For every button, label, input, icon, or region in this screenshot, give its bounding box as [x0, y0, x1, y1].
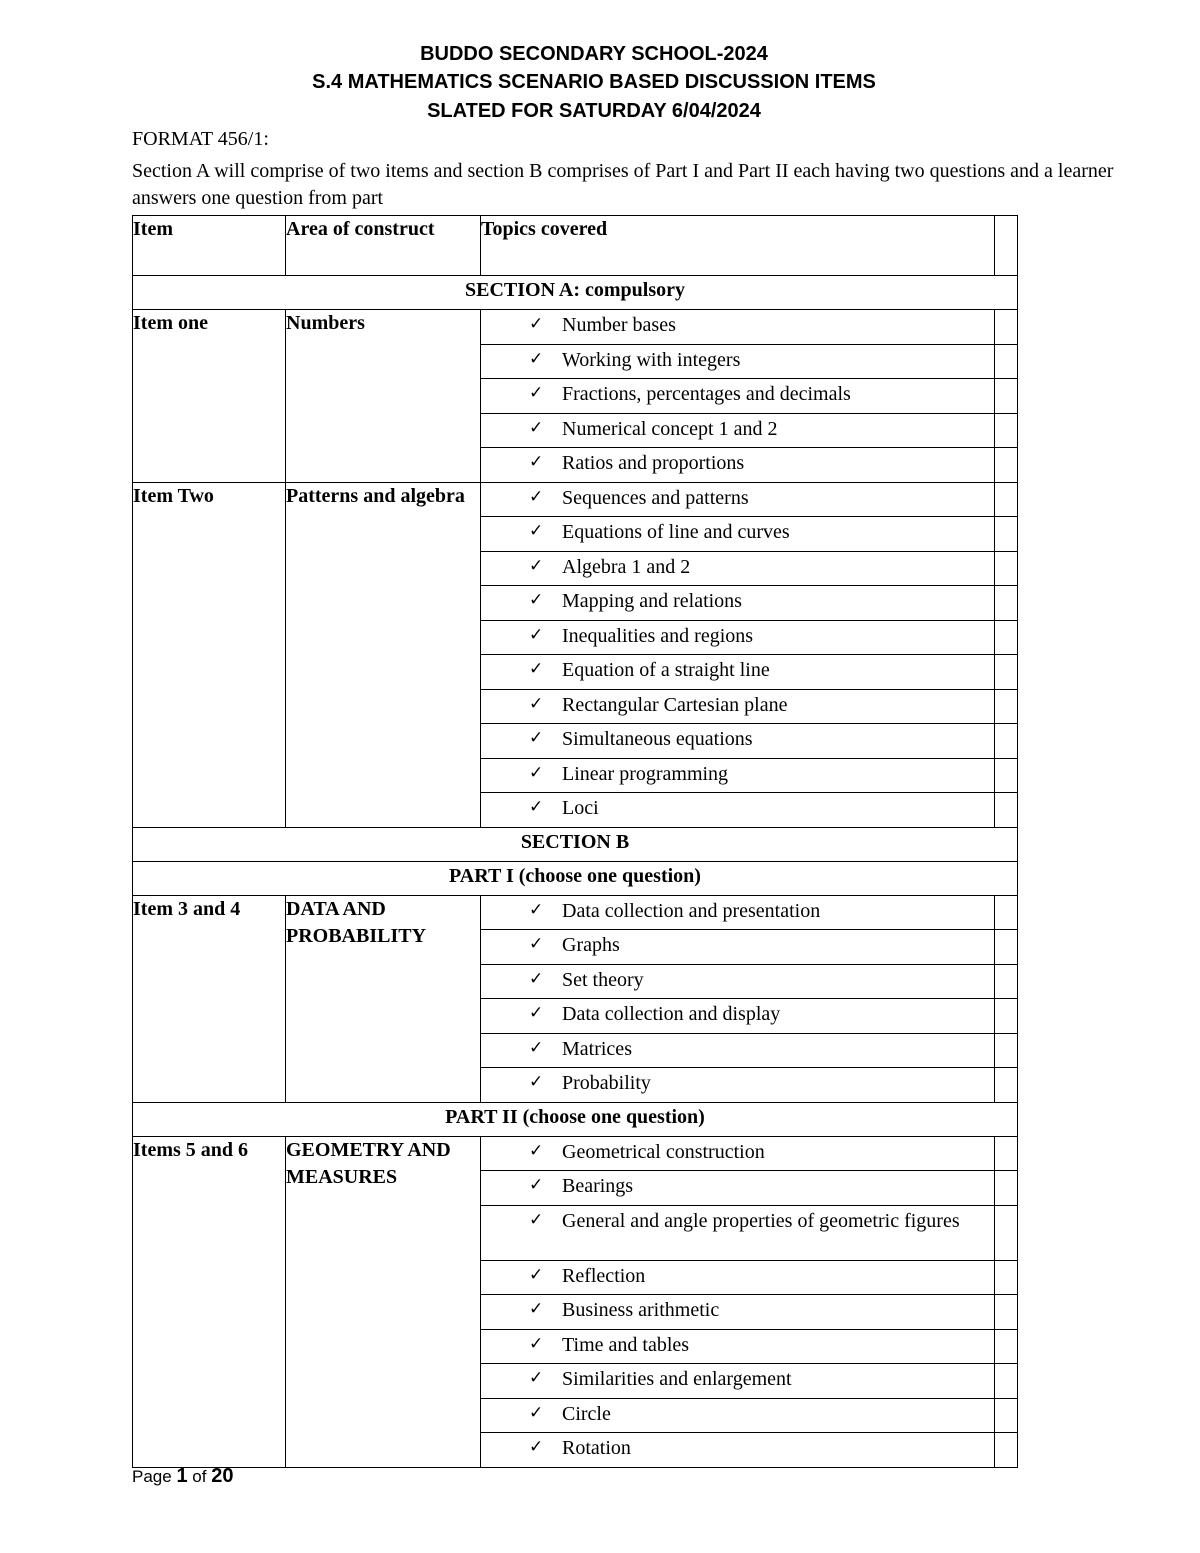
topic-entry: [481, 690, 994, 718]
topic-label: Linear programming: [562, 762, 729, 785]
part-one-heading-row: [133, 861, 1018, 895]
check-mark-icon: ✓: [529, 1209, 544, 1230]
topic-entry: [481, 1399, 994, 1427]
part-one-heading: PART I (choose one question): [133, 861, 1018, 895]
topic-entry: [481, 759, 994, 787]
topic-label: Circle: [562, 1402, 611, 1425]
table-row: [133, 482, 1018, 517]
check-mark-icon: ✓: [529, 693, 544, 714]
area-cell: DATA AND PROBABILITY: [286, 895, 481, 1102]
topic-entry: [481, 1295, 994, 1323]
blank-cell: [995, 930, 1018, 965]
topic-cell: [481, 1398, 995, 1433]
check-mark-icon: ✓: [529, 1437, 544, 1457]
topic-entry: [481, 310, 994, 338]
blank-cell: [995, 689, 1018, 724]
topic-cell: [481, 1364, 995, 1399]
topic-label: Time and tables: [562, 1333, 690, 1356]
topic-label: Number bases: [562, 314, 676, 336]
topic-entry: [481, 448, 994, 476]
topic-label: Bearings: [562, 1175, 634, 1197]
topic-entry: [481, 517, 994, 545]
check-mark-icon: ✓: [529, 383, 544, 403]
check-mark-icon: ✓: [529, 797, 544, 817]
topic-cell: [481, 1205, 995, 1260]
blank-cell: [995, 793, 1018, 828]
topic-cell: [481, 310, 995, 345]
topic-cell: [481, 1433, 995, 1468]
blank-cell: [995, 758, 1018, 793]
topic-label: Algebra 1 and 2: [562, 555, 691, 578]
topic-cell: [481, 551, 995, 586]
topic-cell: [481, 895, 995, 930]
topic-label: Set theory: [562, 968, 644, 991]
check-mark-icon: ✓: [529, 1402, 544, 1423]
item-cell: Items 5 and 6: [133, 1136, 286, 1467]
blank-cell: [995, 1205, 1018, 1260]
topic-label: Reflection: [562, 1264, 646, 1287]
section-b-heading-row: [133, 827, 1018, 861]
header-area: Area of construct: [286, 216, 481, 276]
topic-label: Mapping and relations: [562, 590, 742, 612]
check-mark-icon: ✓: [529, 762, 544, 783]
part-two-heading-row: [133, 1102, 1018, 1136]
topic-cell: [481, 1295, 995, 1330]
schedule-date-title: SLATED FOR SATURDAY 6/04/2024: [427, 100, 761, 122]
blank-cell: [995, 1398, 1018, 1433]
blank-cell: [995, 999, 1018, 1034]
check-mark-icon: ✓: [529, 659, 544, 679]
topic-entry: [481, 414, 994, 442]
check-mark-icon: ✓: [529, 452, 544, 472]
table-row: [133, 895, 1018, 930]
topic-entry: [481, 1330, 994, 1358]
topic-entry: [481, 965, 994, 993]
topic-cell: [481, 1171, 995, 1206]
section-a-heading: SECTION A: compulsory: [133, 276, 1018, 310]
blank-cell: [995, 1433, 1018, 1468]
section-a-heading-row: [133, 276, 1018, 310]
topic-cell: [481, 999, 995, 1034]
area-cell: Patterns and algebra: [286, 482, 481, 827]
topic-entry: [481, 1364, 994, 1392]
topic-entry: [481, 930, 994, 958]
blank-cell: [995, 586, 1018, 621]
area-cell: GEOMETRY AND MEASURES: [286, 1136, 481, 1467]
topic-cell: [481, 482, 995, 517]
topic-cell: [481, 793, 995, 828]
topic-entry: [481, 1433, 994, 1461]
footer-page-number: 1: [176, 1465, 188, 1487]
check-mark-icon: ✓: [529, 624, 544, 645]
topic-entry: [481, 793, 994, 821]
topic-cell: [481, 620, 995, 655]
topic-label: Inequalities and regions: [562, 624, 754, 647]
topic-entry: [481, 1137, 994, 1165]
topic-label: Loci: [562, 797, 599, 819]
topic-cell: [481, 1136, 995, 1171]
topic-label: Data collection and presentation: [562, 899, 821, 922]
check-mark-icon: ✓: [529, 1299, 544, 1319]
blank-cell: [995, 655, 1018, 690]
item-cell: Item 3 and 4: [133, 895, 286, 1102]
check-mark-icon: ✓: [529, 968, 544, 989]
blank-cell: [995, 517, 1018, 552]
topic-label: Similarities and enlargement: [562, 1368, 792, 1390]
check-mark-icon: ✓: [529, 1175, 544, 1195]
topic-label: Business arithmetic: [562, 1299, 720, 1321]
check-mark-icon: ✓: [529, 1072, 544, 1092]
topic-cell: [481, 724, 995, 759]
page-footer: [132, 1465, 233, 1488]
blank-cell: [995, 1171, 1018, 1206]
blank-cell: [995, 724, 1018, 759]
check-mark-icon: ✓: [529, 314, 544, 334]
school-title: BUDDO SECONDARY SCHOOL-2024: [420, 43, 768, 65]
check-mark-icon: ✓: [529, 417, 544, 438]
check-mark-icon: ✓: [529, 590, 544, 610]
check-mark-icon: ✓: [529, 555, 544, 576]
check-mark-icon: ✓: [529, 1264, 544, 1285]
check-mark-icon: ✓: [529, 1037, 544, 1058]
item-cell: Item one: [133, 310, 286, 483]
topic-entry: [481, 724, 994, 752]
topic-label: Ratios and proportions: [562, 452, 745, 474]
item-cell: Item Two: [133, 482, 286, 827]
topic-cell: [481, 1068, 995, 1103]
table-header-row: [133, 216, 1018, 276]
topic-cell: [481, 448, 995, 483]
area-cell: Numbers: [286, 310, 481, 483]
topic-label: Sequences and patterns: [562, 486, 749, 509]
blank-cell: [995, 964, 1018, 999]
topic-label: Working with integers: [562, 348, 741, 371]
footer-page-word: Page: [132, 1467, 172, 1486]
topic-label: Fractions, percentages and decimals: [562, 383, 851, 405]
topic-entry: [481, 655, 994, 683]
topic-label: General and angle properties of geometric figures: [562, 1209, 960, 1232]
blank-cell: [995, 413, 1018, 448]
check-mark-icon: ✓: [529, 934, 544, 954]
blank-cell: [995, 1364, 1018, 1399]
check-mark-icon: ✓: [529, 348, 544, 369]
topic-label: Simultaneous equations: [562, 728, 753, 750]
table-row: [133, 1136, 1018, 1171]
check-mark-icon: ✓: [529, 728, 544, 748]
blank-cell: [995, 1033, 1018, 1068]
topic-cell: [481, 758, 995, 793]
topic-entry: [481, 999, 994, 1027]
topic-label: Rotation: [562, 1437, 631, 1459]
blank-cell: [995, 310, 1018, 345]
topic-label: Graphs: [562, 934, 620, 956]
topic-cell: [481, 586, 995, 621]
topic-label: Matrices: [562, 1037, 632, 1060]
topic-label: Data collection and display: [562, 1003, 781, 1025]
topic-entry: [481, 1261, 994, 1289]
check-mark-icon: ✓: [529, 486, 544, 507]
topic-entry: [481, 345, 994, 373]
footer-page-total: 20: [211, 1465, 234, 1487]
topic-label: Numerical concept 1 and 2: [562, 417, 778, 440]
topic-cell: [481, 517, 995, 552]
blank-cell: [995, 1068, 1018, 1103]
topic-cell: [481, 689, 995, 724]
check-mark-icon: ✓: [529, 1368, 544, 1388]
topic-cell: [481, 1329, 995, 1364]
topic-entry: [481, 483, 994, 511]
topic-cell: [481, 413, 995, 448]
header-topics: Topics covered: [481, 216, 995, 276]
topic-cell: [481, 930, 995, 965]
topic-entry: [481, 379, 994, 407]
blank-cell: [995, 620, 1018, 655]
topic-entry: [481, 1068, 994, 1096]
check-mark-icon: ✓: [529, 1140, 544, 1161]
topic-cell: [481, 1260, 995, 1295]
header-blank-cell: [995, 216, 1018, 276]
blank-cell: [995, 344, 1018, 379]
topic-label: Probability: [562, 1072, 651, 1094]
topic-cell: [481, 1033, 995, 1068]
blank-cell: [995, 448, 1018, 483]
topic-entry: [481, 552, 994, 580]
header-item: Item: [133, 216, 286, 276]
topics-table: [132, 215, 1018, 1468]
topic-entry: [481, 896, 994, 924]
check-mark-icon: ✓: [529, 1003, 544, 1023]
check-mark-icon: ✓: [529, 1333, 544, 1354]
topic-label: Rectangular Cartesian plane: [562, 693, 788, 716]
topic-entry: [481, 1034, 994, 1062]
topic-label: Equation of a straight line: [562, 659, 770, 681]
part-two-heading: PART II (choose one question): [133, 1102, 1018, 1136]
topic-entry: [481, 586, 994, 614]
format-line: FORMAT 456/1:: [132, 128, 269, 150]
topic-label: Equations of line and curves: [562, 521, 790, 543]
blank-cell: [995, 551, 1018, 586]
topic-cell: [481, 655, 995, 690]
table-row: [133, 310, 1018, 345]
blank-cell: [995, 379, 1018, 414]
blank-cell: [995, 1329, 1018, 1364]
check-mark-icon: ✓: [529, 521, 544, 541]
footer-of-word: of: [192, 1467, 207, 1486]
blank-cell: [995, 1136, 1018, 1171]
section-b-heading: SECTION B: [133, 827, 1018, 861]
topic-entry: [481, 1171, 994, 1199]
topic-cell: [481, 344, 995, 379]
blank-cell: [995, 482, 1018, 517]
topic-cell: [481, 379, 995, 414]
intro-paragraph: Section A will comprise of two items and section B comprises of Part I and Part II each having two questions and a learner answers one question from part: [132, 160, 1114, 209]
topic-cell: [481, 964, 995, 999]
blank-cell: [995, 1260, 1018, 1295]
document-subtitle: S.4 MATHEMATICS SCENARIO BASED DISCUSSION ITEMS: [312, 71, 876, 93]
topic-entry: [481, 1206, 994, 1234]
topic-entry: [481, 621, 994, 649]
blank-cell: [995, 895, 1018, 930]
blank-cell: [995, 1295, 1018, 1330]
topic-label: Geometrical construction: [562, 1140, 765, 1163]
check-mark-icon: ✓: [529, 899, 544, 920]
